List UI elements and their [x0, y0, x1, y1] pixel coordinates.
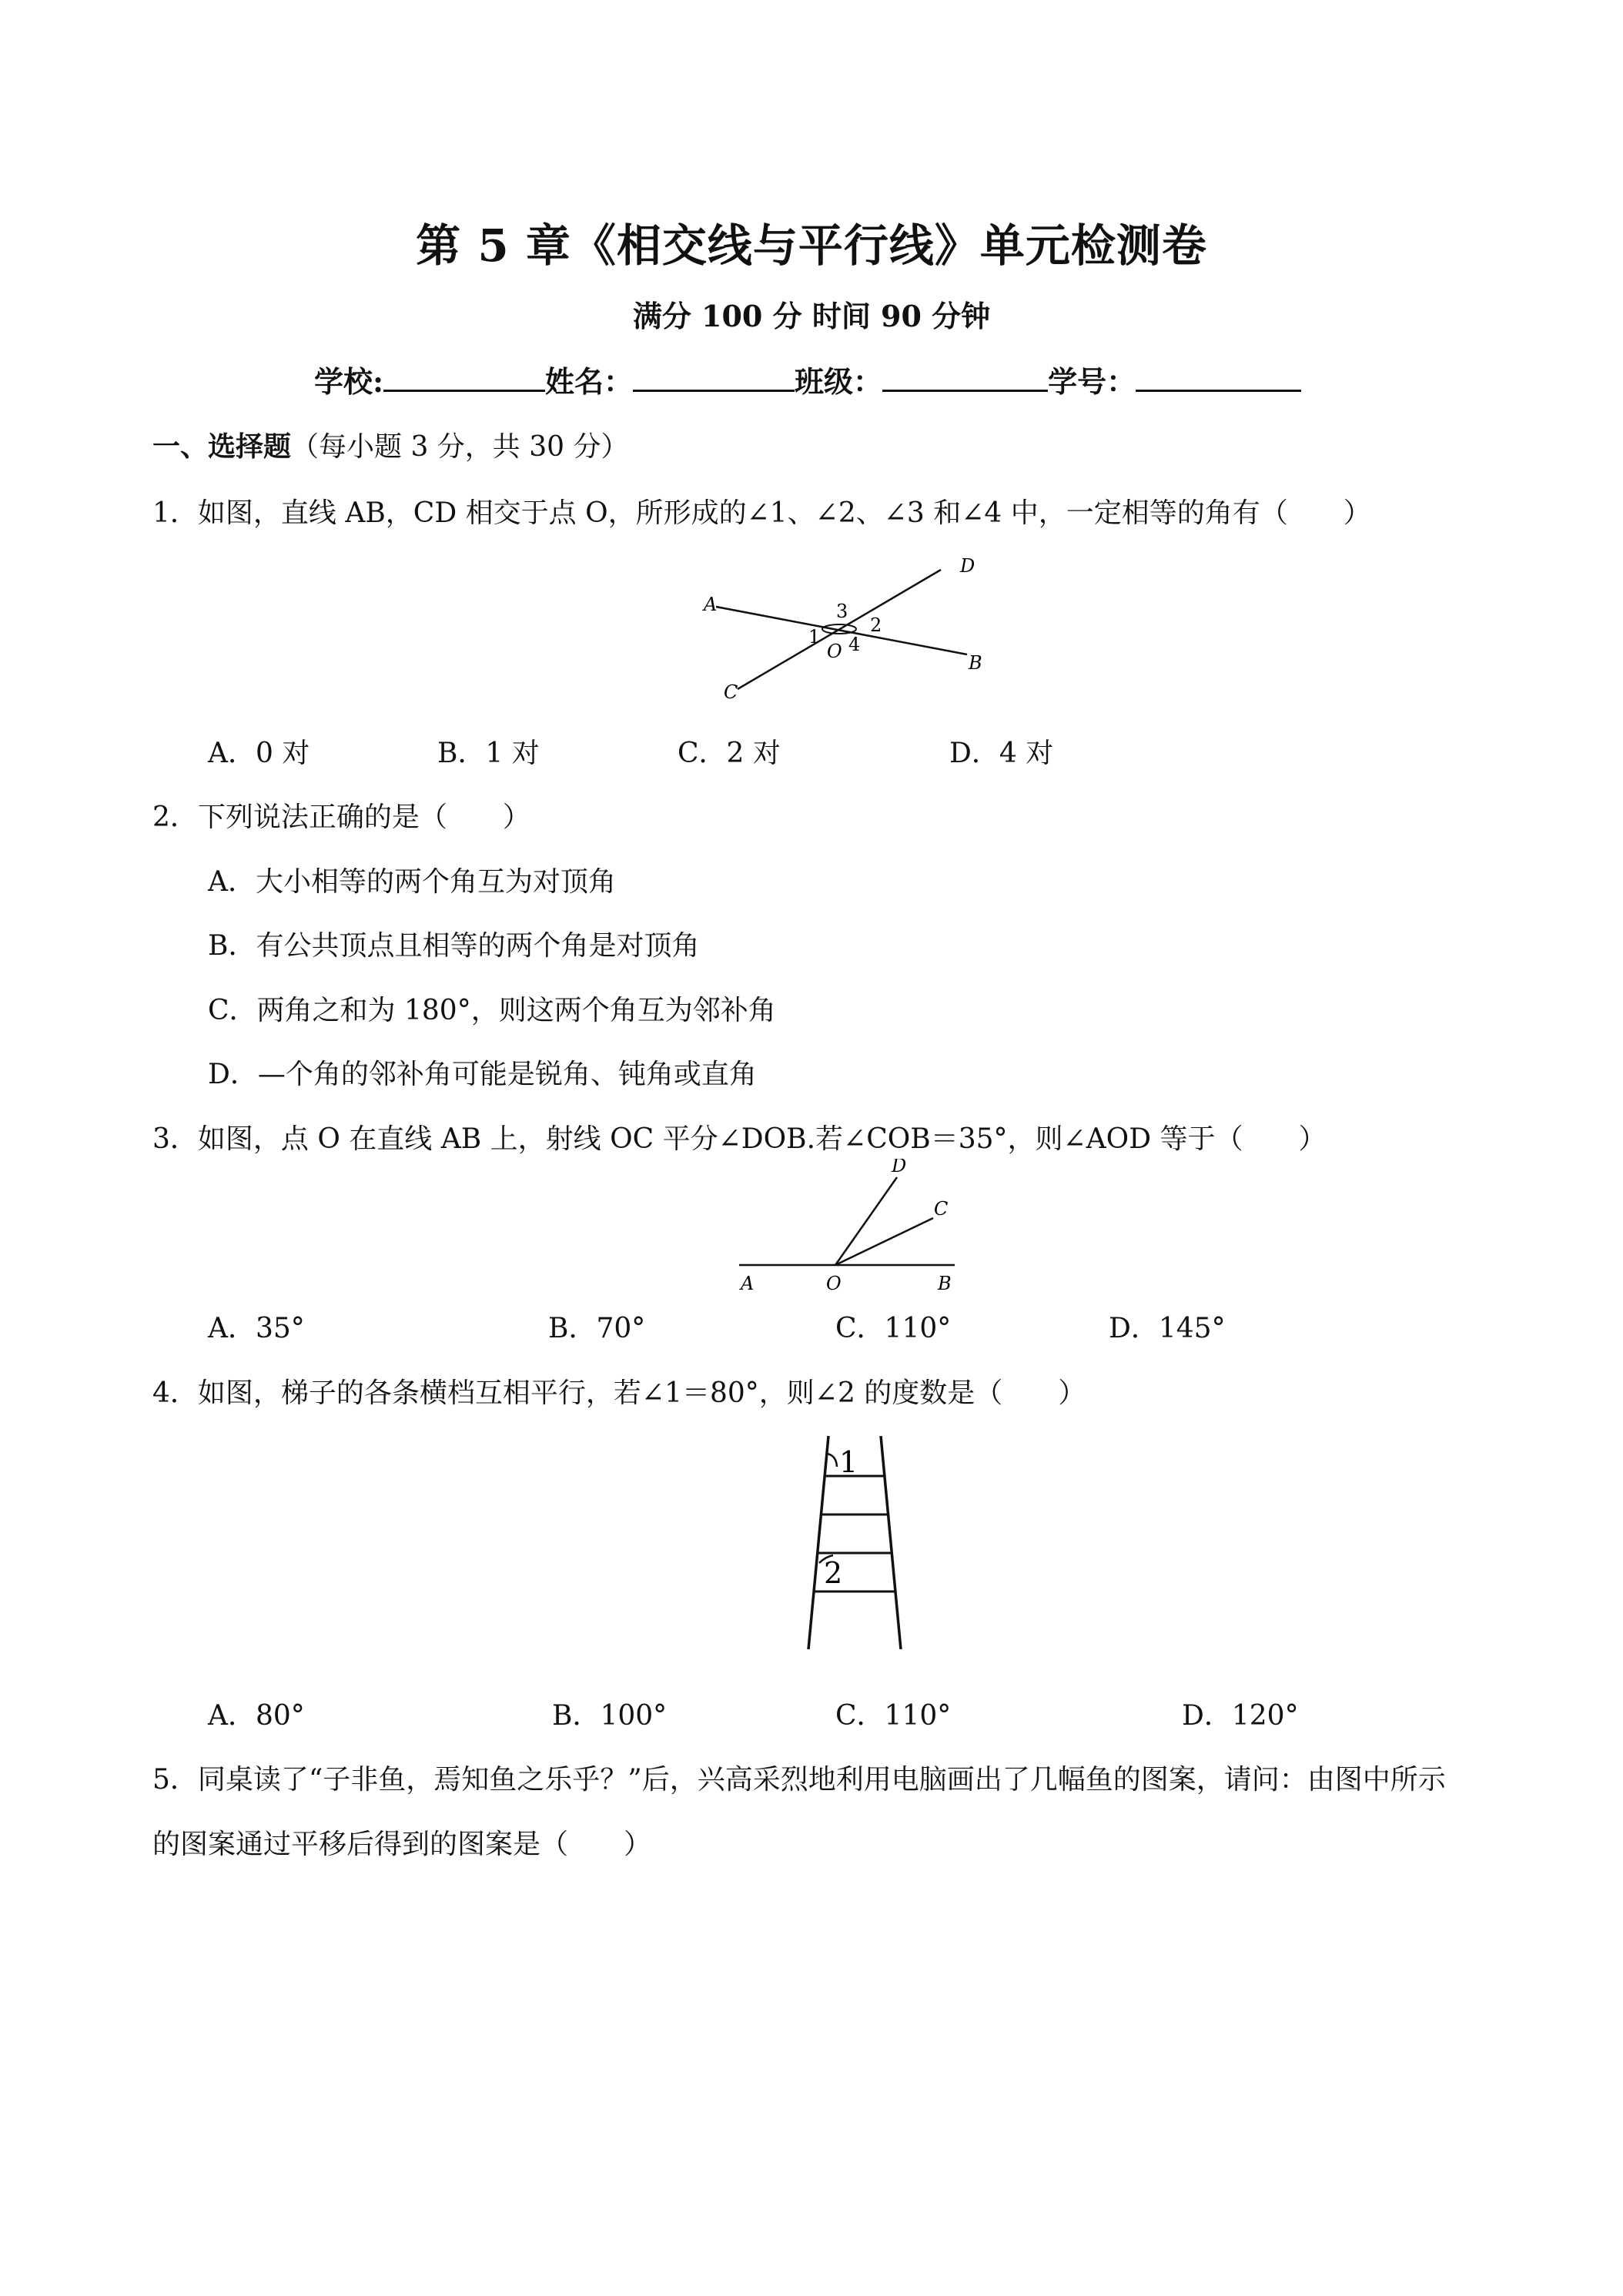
question-5-stem-line2: 的图案通过平移后得到的图案是（ ） — [152, 1829, 652, 1860]
q2-option-b: B．有公共顶点且相等的两个角是对顶角 — [208, 930, 700, 962]
question-4-figure — [793, 1432, 924, 1655]
q1-option-d: D．4 对 — [949, 738, 1054, 769]
label-d: D — [960, 555, 975, 577]
q1-option-a: A．0 对 — [208, 738, 310, 769]
label-c: C — [724, 681, 738, 703]
question-3-figure — [724, 1159, 978, 1297]
ray-od — [835, 1177, 897, 1265]
class-label: 班级： — [795, 364, 883, 399]
q1-option-b: B．1 对 — [437, 738, 540, 769]
label-o: O — [827, 641, 842, 662]
q3-option-b: B．70° — [548, 1313, 646, 1344]
label-angle-2: 2 — [870, 614, 882, 636]
q4-option-c: C．110° — [835, 1700, 952, 1732]
number-label: 学号： — [1048, 364, 1136, 399]
school-label: 学校: — [314, 364, 384, 399]
q2-option-d: D．—个角的邻补角可能是锐角、钝角或直角 — [208, 1059, 757, 1090]
line-cd — [738, 570, 941, 689]
label-d: D — [892, 1159, 907, 1176]
q4-option-b: B．100° — [552, 1700, 668, 1732]
label-b: B — [938, 1273, 952, 1294]
label-angle-2: 2 — [824, 1556, 843, 1590]
q3-option-a: A．35° — [208, 1313, 305, 1344]
question-1-stem: 1．如图，直线 AB，CD 相交于点 O，所形成的∠1、∠2、∠3 和∠4 中，一定相等的角有（ ） — [152, 497, 1371, 529]
class-blank — [882, 359, 1048, 392]
question-3-stem: 3．如图，点 O 在直线 AB 上，射线 OC 平分∠DOB.若∠COB＝35°，则∠AOD 等于（ ） — [152, 1123, 1327, 1155]
school-blank — [383, 359, 545, 392]
section-title: 一、选择题 — [152, 430, 292, 463]
label-c: C — [934, 1198, 949, 1220]
q1-option-c: C．2 对 — [678, 738, 781, 769]
label-angle-4: 4 — [848, 634, 861, 655]
label-a: A — [741, 1273, 755, 1294]
info-line — [314, 358, 1301, 400]
label-angle-1: 1 — [839, 1445, 858, 1479]
page-title: 第 5 章《相交线与平行线》单元检测卷 — [416, 219, 1207, 272]
label-a: A — [704, 594, 718, 615]
q3-option-c: C．110° — [835, 1313, 952, 1344]
question-2-stem: 2．下列说法正确的是（ ） — [152, 802, 530, 833]
q4-option-d: D．120° — [1182, 1700, 1299, 1732]
q3-option-d: D．145° — [1109, 1313, 1226, 1344]
question-1-figure — [693, 543, 1001, 705]
ladder-right-rail — [881, 1436, 901, 1649]
label-angle-1: 1 — [808, 626, 821, 648]
q2-option-c: C．两角之和为 180°，则这两个角互为邻补角 — [208, 995, 776, 1026]
label-angle-3: 3 — [836, 601, 848, 622]
name-label: 姓名： — [545, 364, 634, 399]
name-blank — [633, 359, 795, 392]
section-heading — [152, 425, 629, 464]
label-o: O — [826, 1273, 842, 1294]
number-blank — [1136, 359, 1301, 392]
section-note: （每小题 3 分，共 30 分） — [291, 431, 629, 463]
label-b: B — [969, 652, 982, 674]
ladder-left-rail — [808, 1436, 828, 1649]
question-5-stem-line1: 5．同桌读了“子非鱼，焉知鱼之乐乎？”后，兴高采烈地利用电脑画出了几幅鱼的图案，请问：由图中所示 — [152, 1764, 1446, 1796]
question-4-stem: 4．如图，梯子的各条横档互相平行，若∠1＝80°，则∠2 的度数是（ ） — [152, 1377, 1086, 1409]
ray-oc — [835, 1218, 933, 1265]
q2-option-a: A．大小相等的两个角互为对顶角 — [208, 866, 616, 898]
angle-1-arc — [827, 1454, 837, 1467]
exam-subtitle: 满分 100 分 时间 90 分钟 — [632, 299, 991, 333]
q4-option-a: A．80° — [208, 1700, 305, 1732]
